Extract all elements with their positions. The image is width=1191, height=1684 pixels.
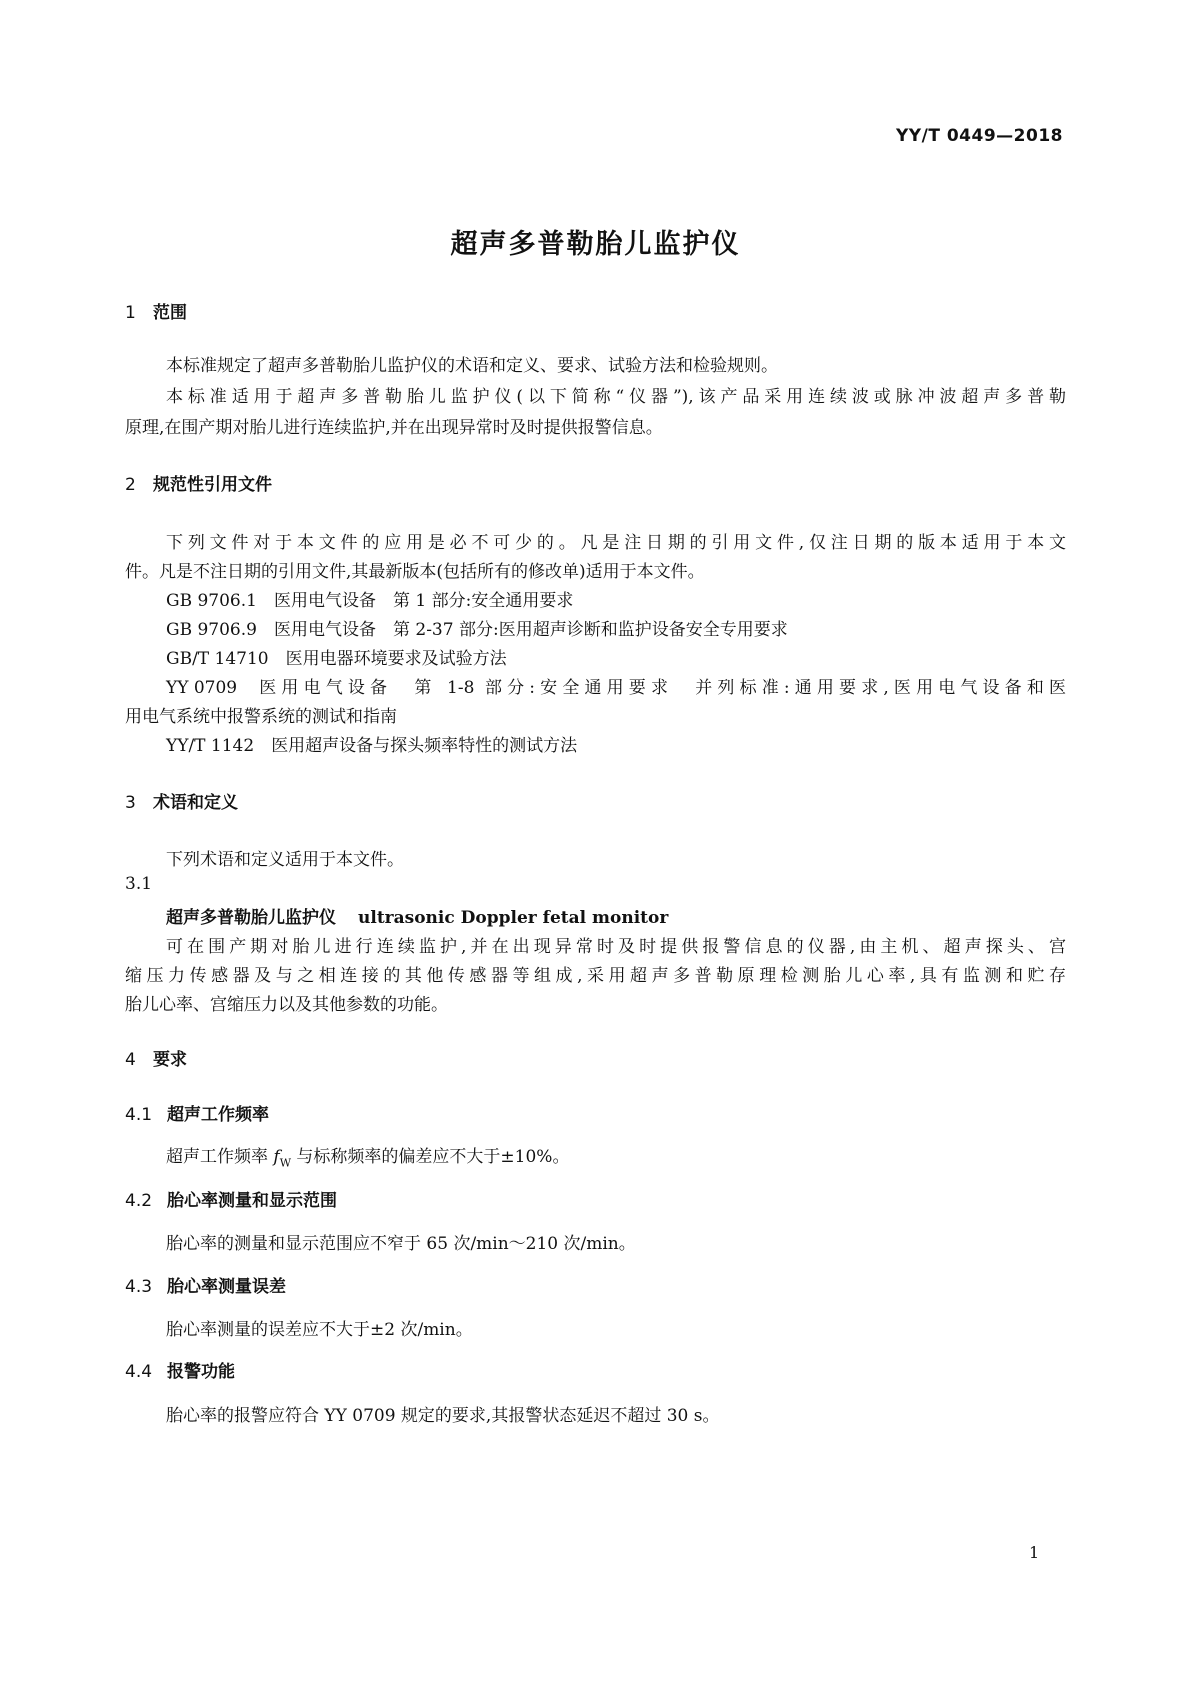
- section-3-heading: [125, 788, 238, 813]
- definition-line: 胎儿心率、宫缩压力以及其他参数的功能。: [125, 995, 448, 1015]
- section-4-heading: [125, 1045, 187, 1070]
- reference-code: GB 9706.1: [166, 591, 257, 611]
- subsection-4-3-heading: [125, 1272, 286, 1297]
- paragraph-line: 原理,在围产期对胎儿进行连续监护,并在出现异常时及时提供报警信息。: [125, 418, 663, 438]
- term-number: 3.1: [125, 874, 153, 894]
- definition-line: 缩压力传感器及与之相连接的其他传感器等组成,采用超声多普勒原理检测胎儿心率,具有监测和贮存: [125, 966, 1066, 986]
- subsection-title: 超声工作频率: [167, 1105, 269, 1125]
- subsection-number: 4.3: [125, 1277, 153, 1297]
- term-chinese: 超声多普勒胎儿监护仪: [166, 908, 336, 928]
- section-number: 4: [125, 1050, 136, 1070]
- section-number: 2: [125, 475, 136, 495]
- subsection-4-1-heading: [125, 1100, 269, 1125]
- subsection-title: 胎心率测量误差: [167, 1277, 286, 1297]
- reference-item: [166, 586, 573, 611]
- paragraph: 本标准规定了超声多普勒胎儿监护仪的术语和定义、要求、试验方法和检验规则。: [166, 356, 778, 376]
- paragraph-line: 件。凡是不注日期的引用文件,其最新版本(包括所有的修改单)适用于本文件。: [125, 562, 705, 582]
- reference-item: [166, 731, 577, 756]
- reference-code: GB 9706.9: [166, 620, 257, 640]
- reference-item: [166, 673, 1066, 698]
- section-number: 1: [125, 303, 136, 323]
- definition-line: 可在围产期对胎儿进行连续监护,并在出现异常时及时提供报警信息的仪器,由主机、超声探头、宫: [166, 937, 1066, 957]
- section-title: 要求: [153, 1050, 187, 1070]
- section-title: 范围: [153, 303, 187, 323]
- subsection-number: 4.2: [125, 1191, 153, 1211]
- reference-code: YY 0709: [166, 678, 238, 698]
- paragraph: 下列术语和定义适用于本文件。: [166, 850, 404, 870]
- text-segment: 与标称频率的偏差应不大于±10%。: [291, 1147, 570, 1167]
- standard-number: YY/T 0449—2018: [896, 126, 1063, 146]
- reference-item: [166, 615, 788, 640]
- reference-title: 医用电气设备 第 1 部分:安全通用要求: [273, 591, 574, 611]
- subsection-number: 4.1: [125, 1105, 153, 1125]
- frequency-symbol: f: [273, 1147, 280, 1167]
- paragraph-line: 下列文件对于本文件的应用是必不可少的。凡是注日期的引用文件,仅注日期的版本适用于本文: [166, 533, 1066, 553]
- subsection-number: 4.4: [125, 1362, 153, 1382]
- reference-code: YY/T 1142: [166, 736, 255, 756]
- reference-title: 医用电气设备 第 2-37 部分:医用超声诊断和监护设备安全专用要求: [273, 620, 788, 640]
- requirement-text: 胎心率的测量和显示范围应不窄于 65 次/min～210 次/min。: [166, 1234, 636, 1254]
- subsection-title: 报警功能: [167, 1362, 235, 1382]
- reference-title: 医用超声设备与探头频率特性的测试方法: [271, 736, 578, 756]
- reference-title: 医用电气设备 第 1-8 部分:安全通用要求 并列标准:通用要求,医用电气设备和医: [254, 678, 1066, 698]
- term-heading: [166, 903, 668, 928]
- reference-title: 医用电器环境要求及试验方法: [285, 649, 507, 669]
- frequency-subscript: W: [279, 1156, 292, 1170]
- requirement-text: 胎心率的报警应符合 YY 0709 规定的要求,其报警状态延迟不超过 30 s。: [166, 1406, 720, 1426]
- paragraph-line: 本标准适用于超声多普勒胎儿监护仪(以下简称“仪器”),该产品采用连续波或脉冲波超声多普勒: [166, 387, 1066, 407]
- page-title: 超声多普勒胎儿监护仪: [450, 229, 741, 260]
- requirement-text: 胎心率测量的误差应不大于±2 次/min。: [166, 1320, 473, 1340]
- subsection-title: 胎心率测量和显示范围: [167, 1191, 337, 1211]
- subsection-4-2-heading: [125, 1186, 337, 1211]
- reference-item: [166, 644, 507, 669]
- requirement-text: [166, 1142, 569, 1169]
- text-segment: 超声工作频率: [166, 1147, 274, 1167]
- section-title: 规范性引用文件: [153, 475, 272, 495]
- reference-code: GB/T 14710: [166, 649, 269, 669]
- page-number: 1: [1029, 1543, 1040, 1562]
- section-title: 术语和定义: [153, 793, 238, 813]
- reference-continuation: 用电气系统中报警系统的测试和指南: [125, 707, 397, 727]
- section-number: 3: [125, 793, 136, 813]
- term-english: ultrasonic Doppler fetal monitor: [358, 908, 669, 928]
- section-1-heading: [125, 298, 187, 323]
- section-2-heading: [125, 470, 272, 495]
- subsection-4-4-heading: [125, 1357, 235, 1382]
